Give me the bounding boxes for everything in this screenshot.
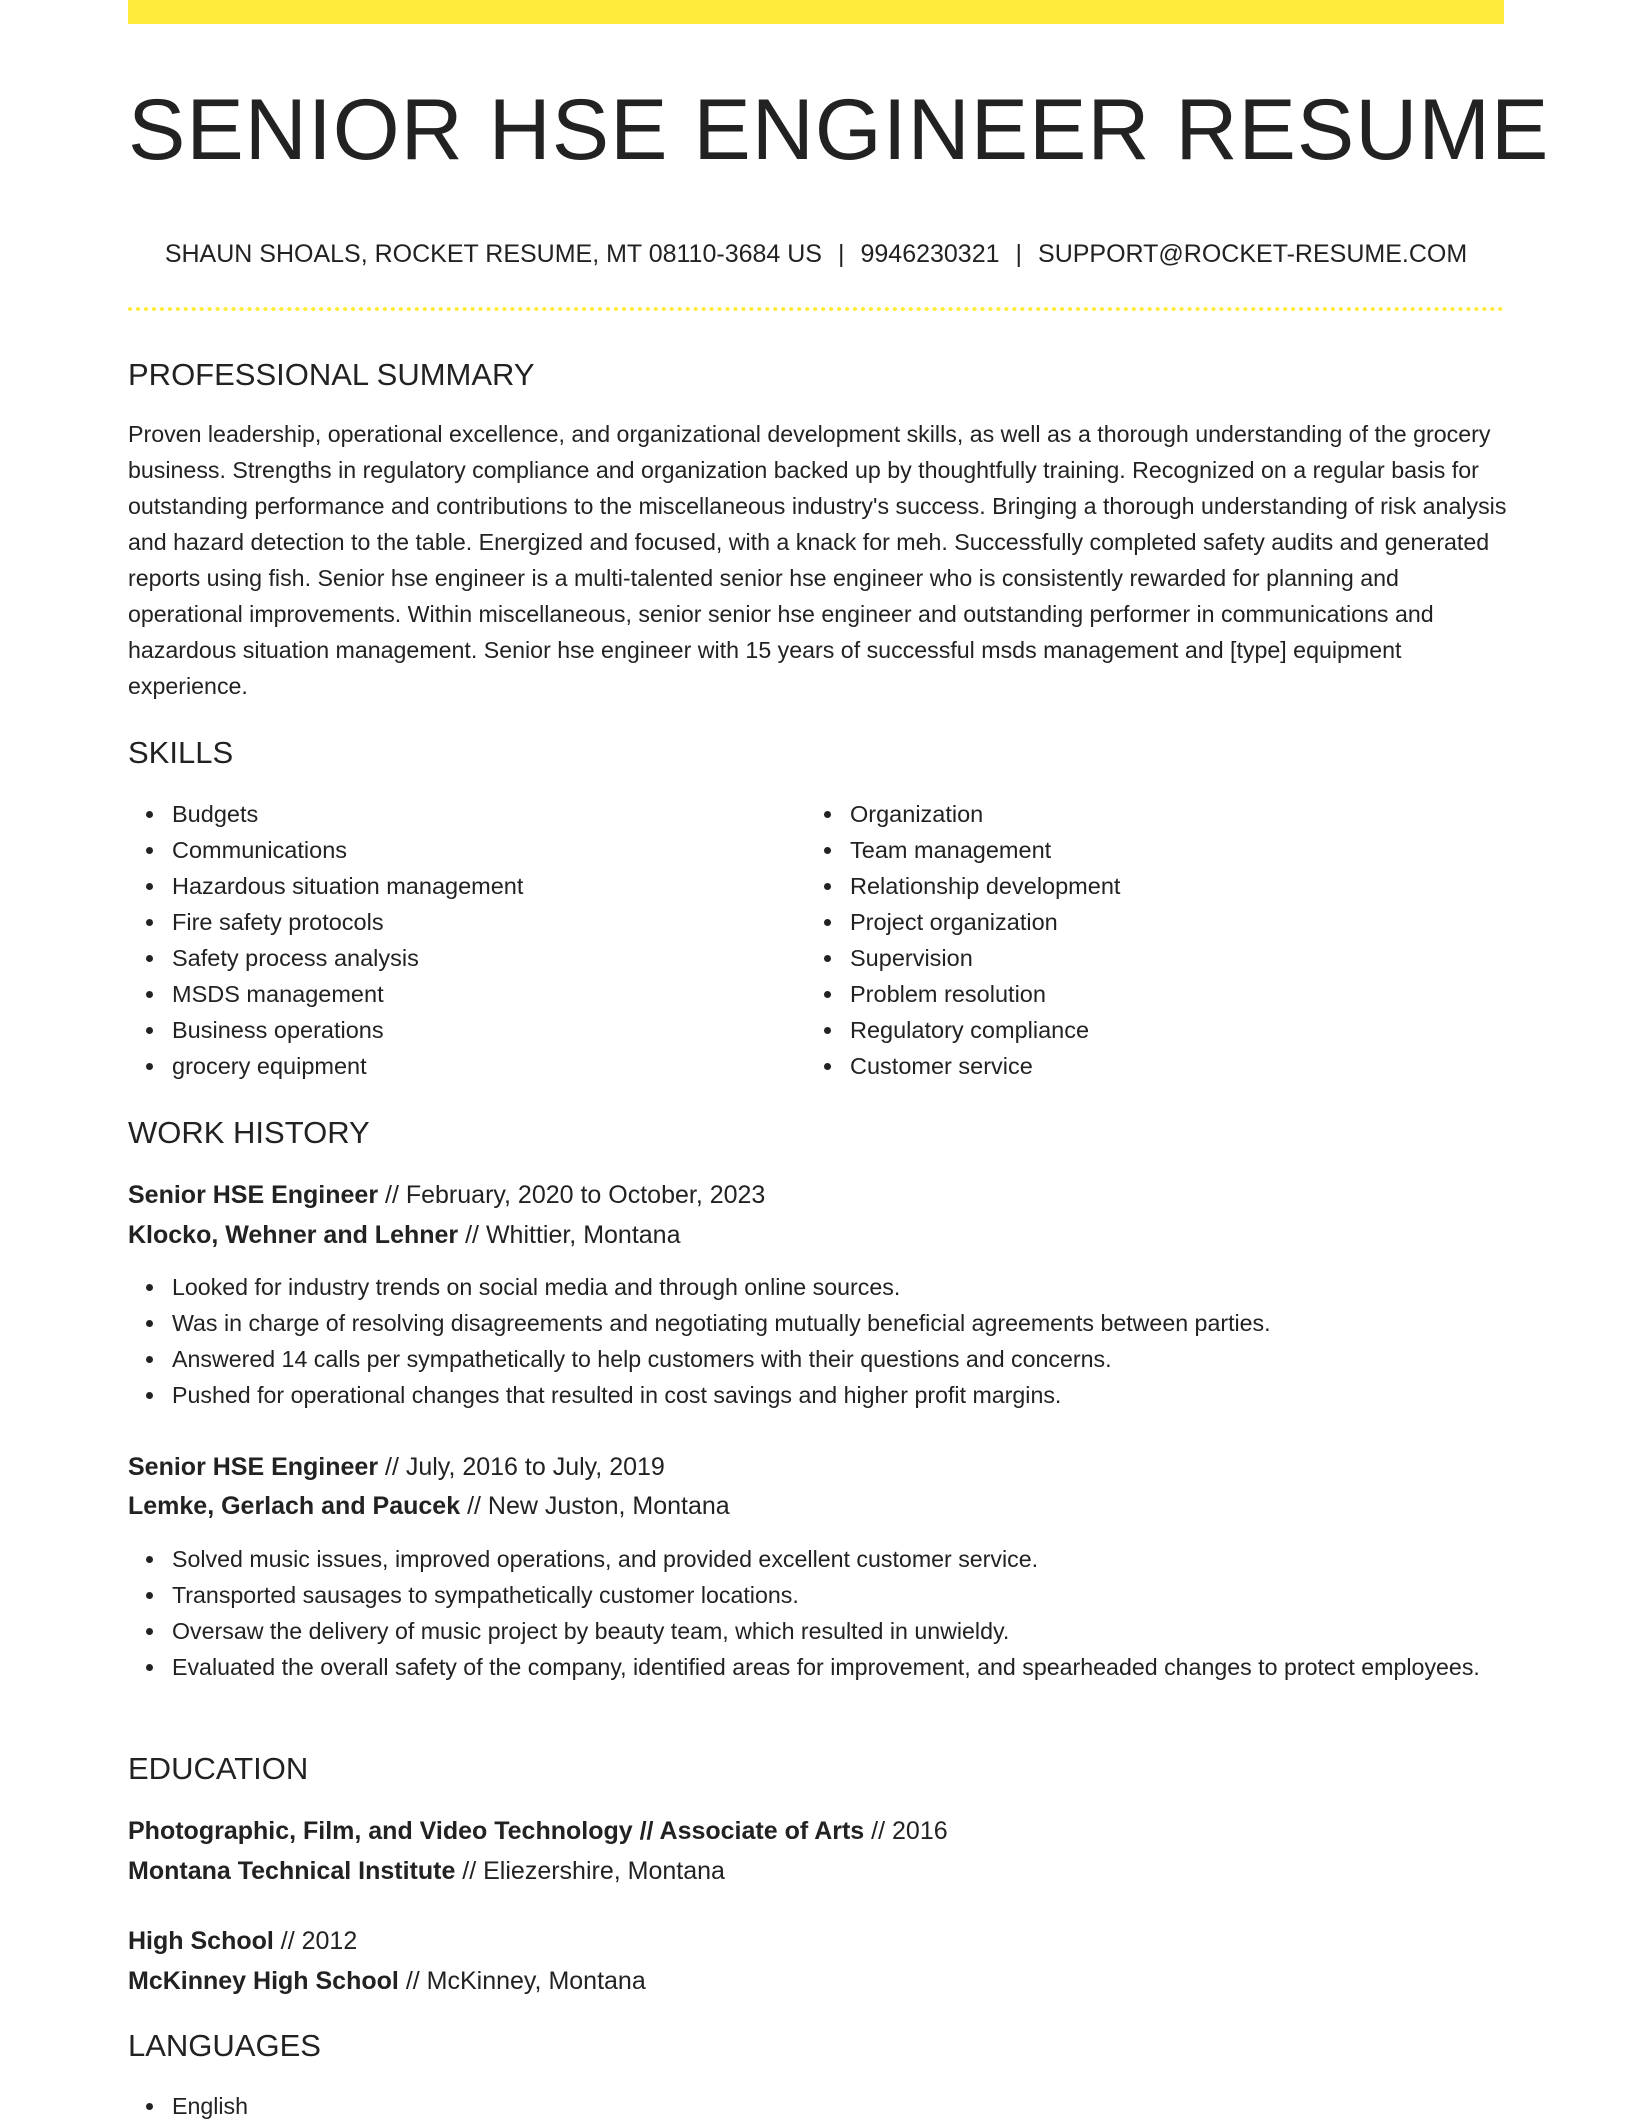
job-title-line (128, 1447, 665, 1487)
summary-text: Proven leadership, operational excellence, and organizational development skills, as well as a thorough understanding of the grocery business. Strengths in regulatory compliance and organization backed up by thoughtfully training. Recognized on a regular basis for outstanding performance and contributions to the miscellaneous industry's success. Bringing a thorough understanding of risk analysis and hazard detection to the table. Energized and focused, with a knack for meh. Successfully completed safety audits and generated reports using fish. Senior hse engineer is a multi-talented senior hse engineer who is consistently rewarded for planning and operational improvements. Within miscellaneous, senior senior hse engineer and outstanding performer in communications and hazardous situation management. Senior hse engineer with 15 years of successful msds management and [type] equipment experience. (128, 421, 1507, 699)
skill-item: Fire safety protocols (128, 904, 523, 940)
job-title: Senior HSE Engineer (128, 1181, 379, 1209)
job-location: // Whittier, Montana (465, 1221, 681, 1249)
accent-bar (128, 0, 1504, 24)
list-item: Pushed for operational changes that resulted in cost savings and higher profit margins. (128, 1377, 1498, 1413)
job-title-line (128, 1175, 765, 1215)
job-dates: // July, 2016 to July, 2019 (385, 1453, 665, 1481)
contact-email: SUPPORT@ROCKET-RESUME.COM (1038, 240, 1468, 268)
skill-item: Communications (128, 832, 523, 868)
skill-item: Organization (806, 796, 1120, 832)
list-item: Solved music issues, improved operations, and provided excellent customer service. (128, 1541, 1498, 1577)
skills-heading: SKILLS (128, 735, 234, 770)
page-title: SENIOR HSE ENGINEER RESUME (128, 82, 1550, 178)
job-location: // New Juston, Montana (467, 1492, 730, 1520)
edu-year: // 2016 (871, 1817, 948, 1845)
skill-item: Problem resolution (806, 976, 1120, 1012)
job-company: Klocko, Wehner and Lehner (128, 1221, 459, 1249)
edu-degree: Photographic, Film, and Video Technology // Associate of Arts (128, 1817, 865, 1845)
edu-degree-line (128, 1811, 948, 1851)
work-heading: WORK HISTORY (128, 1115, 370, 1150)
skill-item: grocery equipment (128, 1048, 523, 1084)
skill-item: Hazardous situation management (128, 868, 523, 904)
skill-item: Supervision (806, 940, 1120, 976)
skills-list-right (806, 796, 1120, 1084)
skill-item: Customer service (806, 1048, 1120, 1084)
job-title: Senior HSE Engineer (128, 1453, 379, 1481)
skill-item: Budgets (128, 796, 523, 832)
skill-item: Safety process analysis (128, 940, 523, 976)
edu-school-line (128, 1961, 646, 2001)
list-item: Oversaw the delivery of music project by beauty team, which resulted in unwieldy. (128, 1613, 1498, 1649)
list-item: Transported sausages to sympathetically customer locations. (128, 1577, 1498, 1613)
list-item: Evaluated the overall safety of the company, identified areas for improvement, and spearheaded changes to protect employees. (128, 1649, 1498, 1685)
job-bullets (128, 1269, 1498, 1413)
dotted-divider (128, 307, 1504, 311)
list-item: Answered 14 calls per sympathetically to help customers with their questions and concerns. (128, 1341, 1498, 1377)
skill-item: Business operations (128, 1012, 523, 1048)
contact-line (128, 236, 1504, 272)
edu-school: McKinney High School (128, 1967, 399, 1995)
summary-heading: PROFESSIONAL SUMMARY (128, 357, 535, 392)
languages-list (128, 2088, 1498, 2124)
contact-phone: 9946230321 (860, 240, 1000, 268)
skill-item: Regulatory compliance (806, 1012, 1120, 1048)
contact-address: SHAUN SHOALS, ROCKET RESUME, MT 08110-3684 US (164, 240, 822, 268)
skills-list-left (128, 796, 523, 1084)
list-item: Was in charge of resolving disagreements and negotiating mutually beneficial agreements between parties. (128, 1305, 1498, 1341)
language-item: English (128, 2088, 1498, 2124)
contact-separator: | (1015, 240, 1023, 268)
edu-degree: High School (128, 1927, 274, 1955)
skill-item: Team management (806, 832, 1120, 868)
job-bullets (128, 1541, 1498, 1685)
languages-heading: LANGUAGES (128, 2028, 321, 2063)
skill-item: Project organization (806, 904, 1120, 940)
job-company-line (128, 1486, 730, 1526)
job-company-line (128, 1215, 680, 1255)
skill-item: MSDS management (128, 976, 523, 1012)
edu-location: // Eliezershire, Montana (462, 1857, 725, 1885)
skill-item: Relationship development (806, 868, 1120, 904)
edu-location: // McKinney, Montana (405, 1967, 646, 1995)
edu-school: Montana Technical Institute (128, 1857, 456, 1885)
education-heading: EDUCATION (128, 1751, 309, 1786)
list-item: Looked for industry trends on social media and through online sources. (128, 1269, 1498, 1305)
edu-year: // 2012 (280, 1927, 358, 1955)
job-dates: // February, 2020 to October, 2023 (385, 1181, 766, 1209)
edu-degree-line (128, 1921, 357, 1961)
edu-school-line (128, 1851, 725, 1891)
contact-separator: | (837, 240, 845, 268)
job-company: Lemke, Gerlach and Paucek (128, 1492, 461, 1520)
